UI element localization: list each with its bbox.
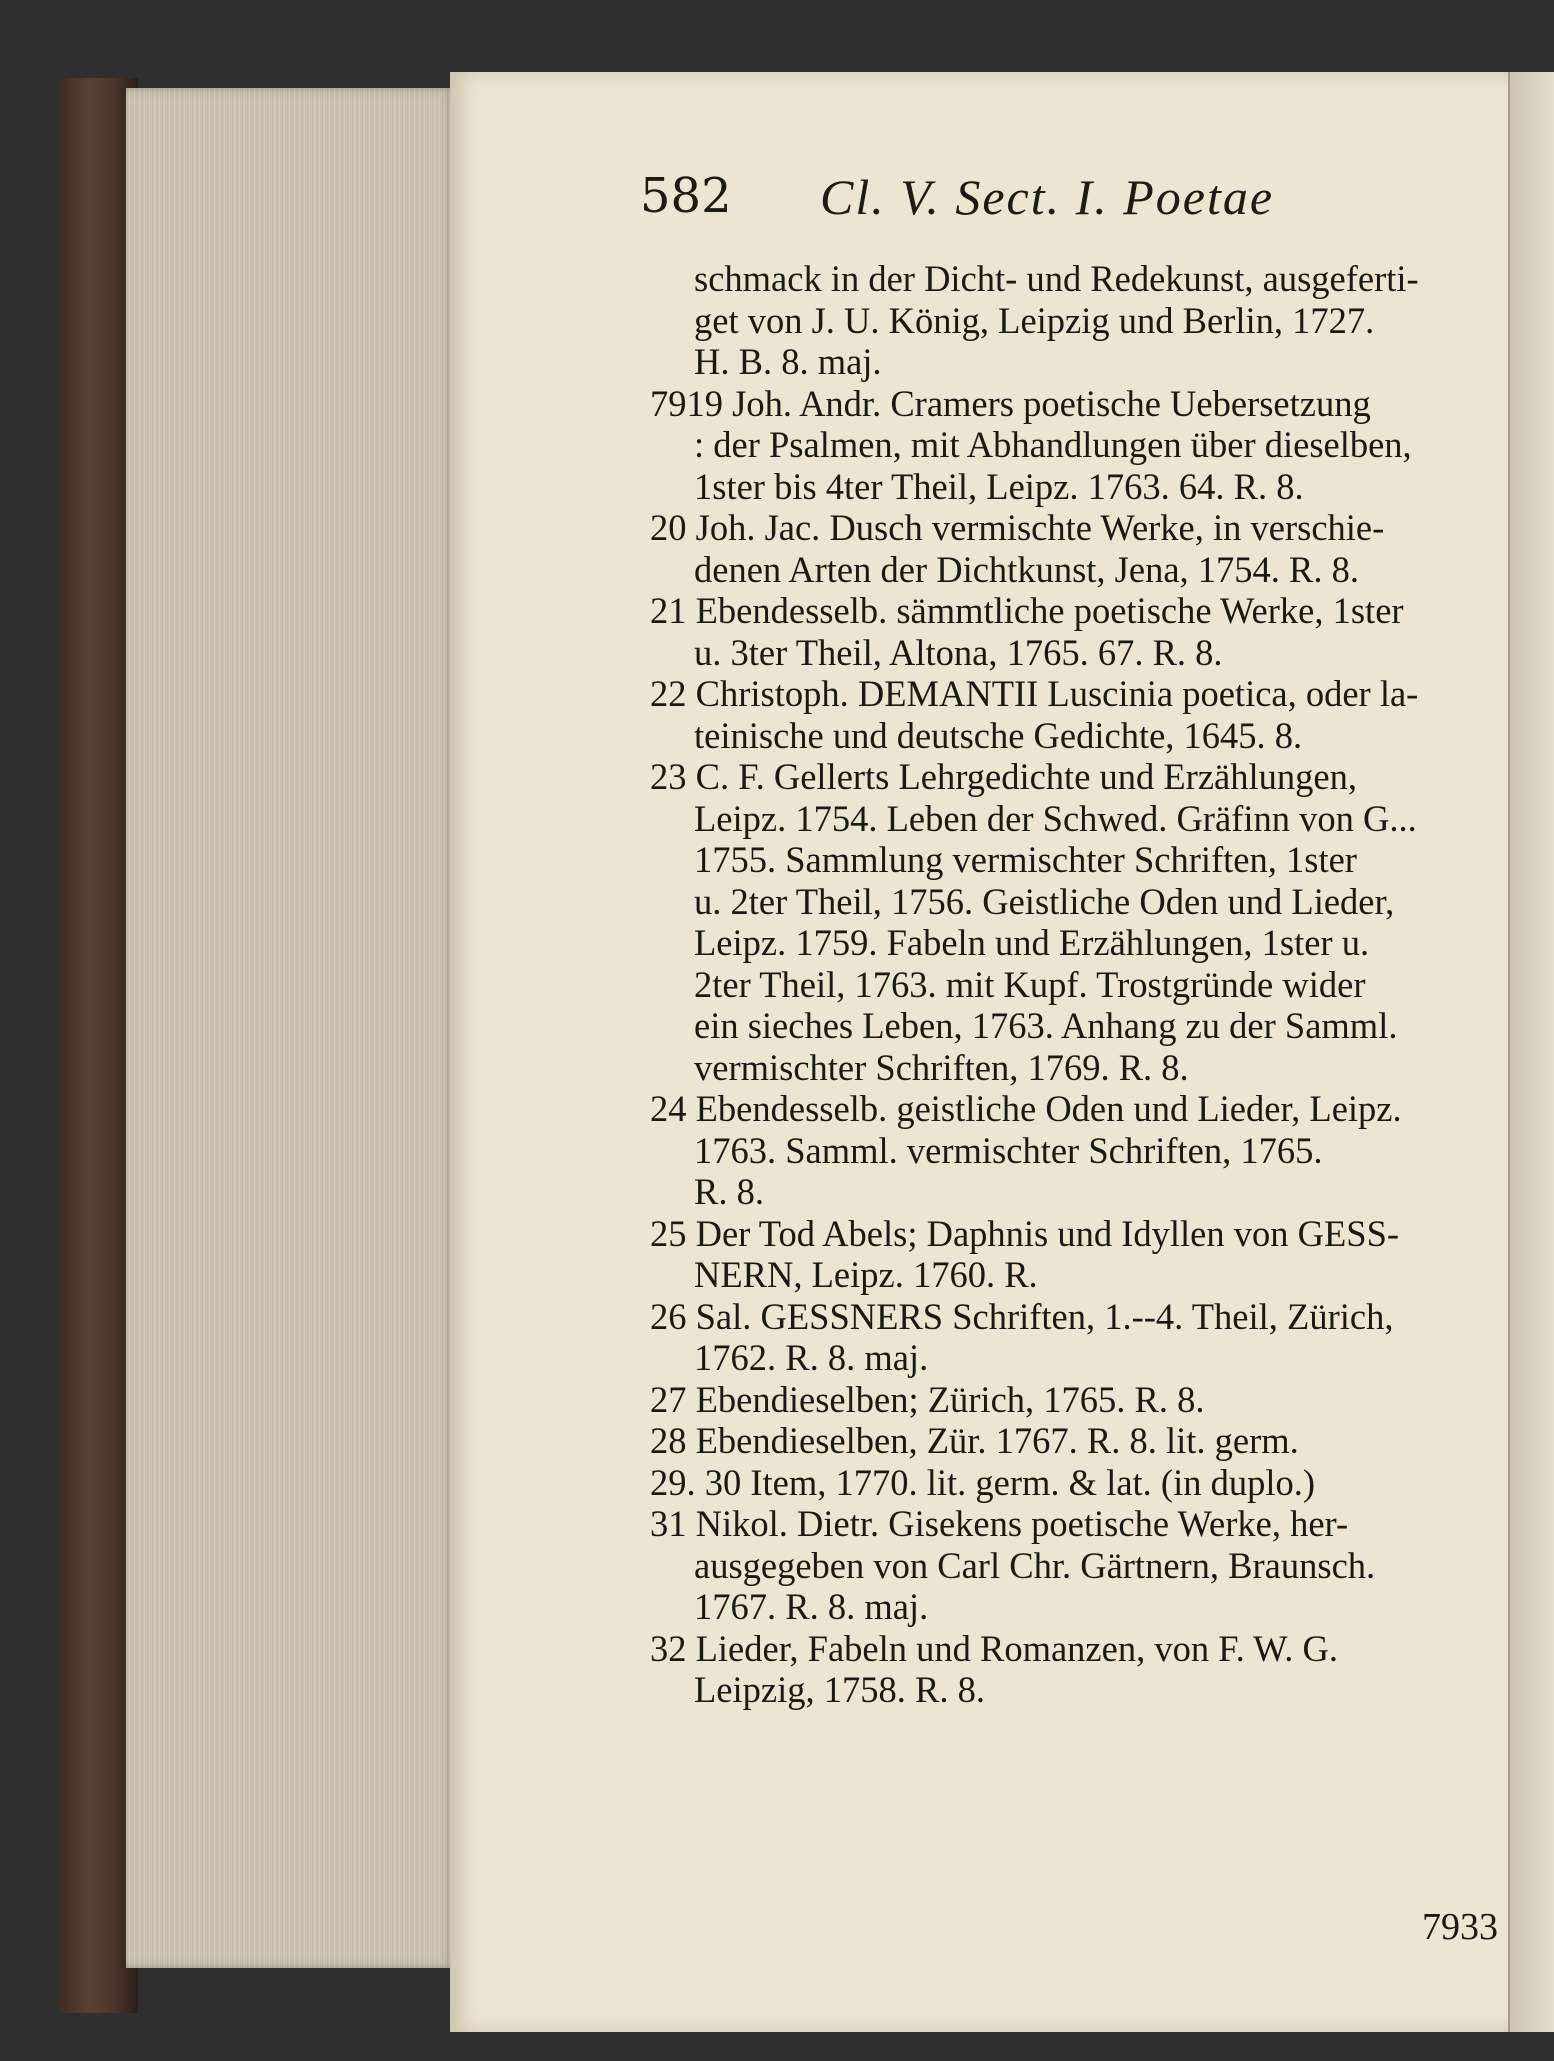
catalog-entries: [650, 258, 1490, 1711]
text-line: 28 Ebendieselben, Zür. 1767. R. 8. lit. germ.: [650, 1420, 1299, 1461]
page-edges: [126, 88, 456, 1968]
text-line: 1762. R. 8. maj.: [694, 1337, 929, 1378]
text-line: ein sieches Leben, 1763. Anhang zu der Samml.: [694, 1005, 1398, 1046]
text-line: 1ster bis 4ter Theil, Leipz. 1763. 64. R. 8.: [694, 465, 1304, 507]
text-line: 2ter Theil, 1763. mit Kupf. Trostgründe wider: [694, 963, 1366, 1005]
text-line: 24 Ebendesselb. geistliche Oden und Lieder, Leipz.: [650, 1088, 1402, 1129]
text-line: 27 Ebendieselben; Zürich, 1765. R. 8.: [650, 1378, 1205, 1420]
text-line: 31 Nikol. Dietr. Gisekens poetische Werke, her-: [650, 1503, 1349, 1544]
text-line: u. 3ter Theil, Altona, 1765. 67. R. 8.: [694, 631, 1223, 673]
text-line: vermischter Schriften, 1769. R. 8.: [694, 1046, 1189, 1088]
text-line: : der Psalmen, mit Abhandlungen über dieselben,: [694, 424, 1412, 465]
text-line: NERN, Leipz. 1760. R.: [694, 1254, 1038, 1295]
next-page-edge: [1508, 72, 1554, 2032]
text-line: denen Arten der Dichtkunst, Jena, 1754. R. 8.: [694, 548, 1359, 590]
text-line: 25 Der Tod Abels; Daphnis und Idyllen von GESS-: [650, 1212, 1400, 1254]
text-line: Leipzig, 1758. R. 8.: [694, 1669, 985, 1710]
text-line: 1763. Samml. vermischter Schriften, 1765.: [694, 1129, 1323, 1171]
text-line: 32 Lieder, Fabeln und Romanzen, von F. W. G.: [650, 1627, 1339, 1669]
text-line: 29. 30 Item, 1770. lit. germ. & lat. (in duplo.): [650, 1461, 1316, 1503]
page-header: [640, 168, 1340, 238]
text-line: schmack in der Dicht- und Redekunst, ausgeferti-: [694, 258, 1419, 299]
text-line: Leipz. 1754. Leben der Schwed. Gräfinn von G...: [694, 797, 1417, 839]
catchword: 7933: [1422, 1906, 1498, 1948]
text-line: u. 2ter Theil, 1756. Geistliche Oden und Lieder,: [694, 880, 1395, 922]
text-line: H. B. 8. maj.: [694, 341, 882, 382]
text-line: 26 Sal. GESSNERS Schriften, 1.--4. Theil, Zürich,: [650, 1295, 1394, 1337]
text-line: 20 Joh. Jac. Dusch vermischte Werke, in verschie-: [650, 507, 1385, 548]
text-line: ausgegeben von Carl Chr. Gärtnern, Braunsch.: [694, 1544, 1376, 1586]
text-line: 23 C. F. Gellerts Lehrgedichte und Erzählungen,: [650, 756, 1357, 797]
text-line: 1755. Sammlung vermischter Schriften, 1ster: [694, 839, 1357, 880]
text-line: 21 Ebendesselb. sämmtliche poetische Werke, 1ster: [650, 590, 1404, 631]
page-number: 582: [640, 168, 732, 224]
text-line: 7919 Joh. Andr. Cramers poetische Uebersetzung: [650, 382, 1371, 424]
text-line: 22 Christoph. DEMANTII Luscinia poetica, oder la-: [650, 673, 1419, 714]
text-line: teinische und deutsche Gedichte, 1645. 8.: [694, 714, 1303, 756]
text-line: 1767. R. 8. maj.: [694, 1586, 929, 1627]
text-line: get von J. U. König, Leipzig und Berlin, 1727.: [694, 299, 1375, 341]
text-line: Leipz. 1759. Fabeln und Erzählungen, 1ster u.: [694, 922, 1370, 963]
running-title: Cl. V. Sect. I. Poetae: [820, 169, 1275, 225]
text-line: R. 8.: [694, 1171, 764, 1212]
